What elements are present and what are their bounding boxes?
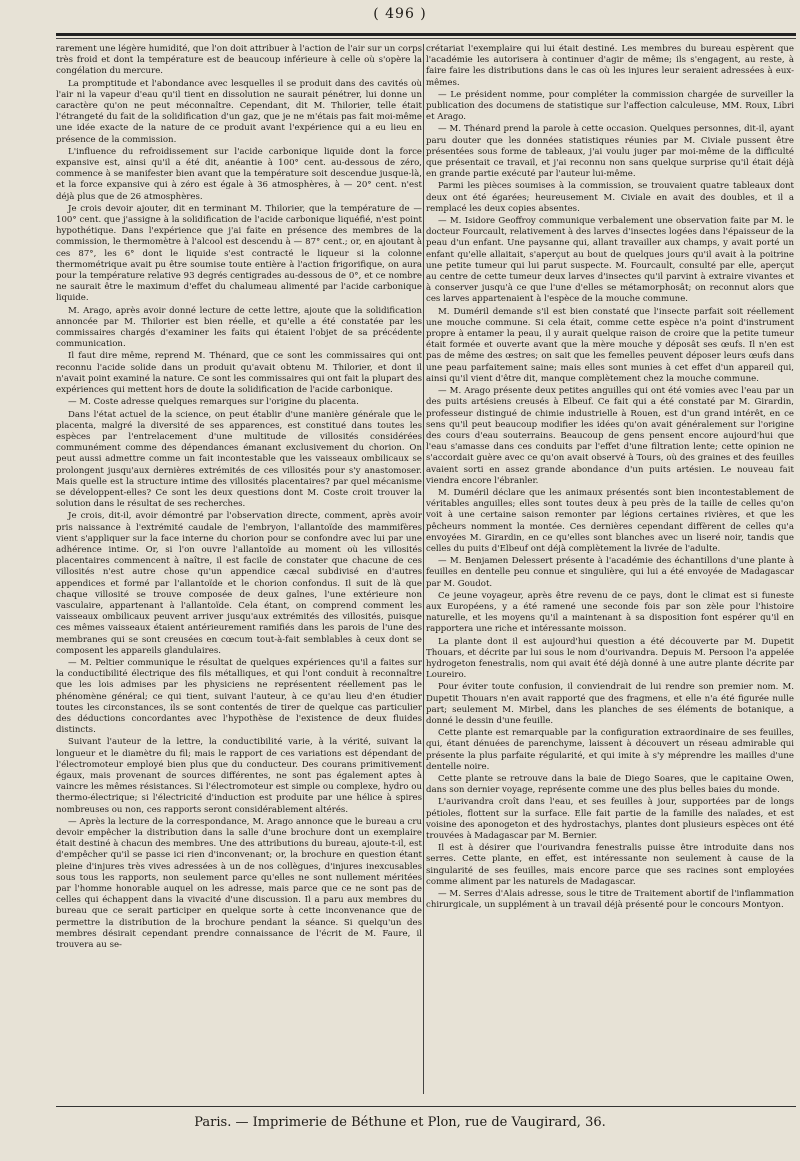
paragraph: — M. Serres d'Alais adresse, sous le titre de Traitement abortif de l'inflammation chirurgicale, un supplément à un travail déjà présenté pour le concours Montyon. (426, 889, 794, 911)
paragraph: La plante dont il est aujourd'hui question a été découverte par M. Dupetit Thouars, et décrite par lui sous le nom d'ourivandra. Depuis M. Persoon l'a appelée hydrogeton fenestralis, nom qui avait été déjà donné à une autre plante décrite par Loureiro. (426, 636, 794, 681)
paragraph: Parmi les pièces soumises à la commission, se trouvaient quatre tableaux dont deux ont été égarées; heureusement M. Civiale en avait des doubles, et il a remplacé les deux copies absentes. (426, 181, 794, 214)
paragraph: — M. Benjamen Delessert présente à l'académie des échantillons d'une plante à feuilles en dentelle peu connue et singulière, qui lui a été envoyée de Madagascar par M. Goudot. (426, 556, 794, 589)
top-rule-thin (56, 38, 796, 39)
paragraph: — M. Isidore Geoffroy communique verbalement une observation faite par M. le docteur Fourcault, relativement à des larves d'insectes logées dans l'épaisseur de la peau d'un enfant. Une paysanne qui, allant travailler aux champs, y avait porté un enfant qu'elle allaitait, s'aperçut au bout de quelques jours qu'il avait à la poitrine une petite tumeur qui lui parut suspecte. M. Fourcault, consulté par elle, aperçut au centre de cette tumeur deux larves d'insectes qu'il parvint à extraire vivantes et à conserver jusqu'à ce que l'une d'elles se métamorphosât; on reconnut alors que ces larves appartenaient à l'espèce de la mouche commune. (426, 216, 794, 305)
imprint-footer: Paris. — Imprimerie de Béthune et Plon, rue de Vaugirard, 36. (194, 1115, 606, 1130)
paragraph: — M. Coste adresse quelques remarques sur l'origine du placenta. (68, 397, 359, 408)
paragraph: Suivant l'auteur de la lettre, la conductibilité varie, à la vérité, suivant la longueur et le diamètre du fil; mais le rapport de ces variations est dépendant de l'électromoteur employé bien plus que du conducteur. Des courans primitivement égaux, mais provenant de sources différentes, ne sont pas également aptes à vaincre les mêmes résistances. Si l'électromoteur est simple ou complexe, hydro ou thermo-électrique; si l'électricité d'induction est produite par une hélice à spires nombreuses ou non, ces rapports seront considérablement altérés. (56, 737, 422, 815)
paragraph: M. Arago, après avoir donné lecture de cette lettre, ajoute que la solidification annoncée par M. Thilorier est bien réelle, et qu'elle a été constatée par les commissaires chargés d'examiner les faits qui étaient l'objet de sa précédente communication. (56, 305, 422, 350)
top-rule (56, 33, 796, 36)
paragraph: L'aurivandra croît dans l'eau, et ses feuilles à jour, supportées par de longs pétioles, flottent sur la surface. Elle fait partie de la famille des naïades, et est voisine des aponogeton et des hydrostachys, plantes dont plusieurs espèces ont été trouvées à Madagascar par M. Bernier. (426, 797, 794, 842)
left-column (56, 44, 422, 1099)
paragraph: — M. Arago présente deux petites anguilles qui ont été vomies avec l'eau par un des puits artésiens creusés à Elbeuf. Ce fait qui a été constaté par M. Girardin, professeur distingué de chimie industrielle à Rouen, est d'un grand intérêt, en ce sens qu'il peut beaucoup modifier les idées qu'on avait généralement sur l'origine des cours d'eau souterrains. Beaucoup de gens pensent encore aujourd'hui que l'eau s'amasse dans ces conduits par l'effet d'une filtration lente; cette opinion ne s'accordait guère avec ce qu'on avait observé à Tours, où des graines et des feuilles avaient sorti en assez grande abondance d'un puits artésien. Le nouveau fait viendra encore l'ébranler. (426, 386, 794, 486)
paragraph: — M. Peltier communique le résultat de quelques expériences qu'il a faites sur la conductibilité électrique des fils métalliques, et qui l'ont conduit à reconnaître que les lois admises par les physiciens ne représentent réellement pas le phénomène général; ce qui tient, suivant l'auteur, à ce qu'au lieu d'en étudier toutes les circonstances, ils se sont contentés de tirer de quelque cas particulier des déductions concordantes avec l'hypothèse de l'existence de deux fluides distincts. (56, 657, 422, 736)
paragraph: M. Duméril déclare que les animaux présentés sont bien incontestablement de véritables anguilles; elles sont toutes deux à peu près de la taille de celles qu'on voit à une certaine saison remonter par légions certaines rivières, et que les pêcheurs nomment la montée. Ces dernières cependant diffèrent de celles qu'a envoyées M. Girardin, en ce qu'elles sont blanches avec un liseré noir, tandis que celles du puits d'Elbeuf ont déjà complètement la livrée de l'adulte. (426, 487, 794, 554)
paragraph: rarement une légère humidité, que l'on doit attribuer à l'action de l'air sur un corps très froid et dont la température est de beaucoup inférieure à celle où s'opère la congélation du mercure. (56, 44, 422, 77)
column-divider (423, 44, 424, 1094)
right-column (426, 44, 794, 1099)
page-number: ( 496 ) (373, 6, 427, 22)
paragraph: L'influence du refroidissement sur l'acide carbonique liquide dont la force expansive est, ainsi qu'il a été dit, anéantie à 100° cent. au-dessous de zéro, commence à se manifester bien avant que la température soit descendue jusque-là, et la force expansive qui à zéro est égale à 36 atmosphères, à — 20° cent. n'est déjà plus que de 26 atmosphères. (56, 146, 422, 202)
paragraph: Il faut dire même, reprend M. Thénard, que ce sont les commissaires qui ont reconnu l'acide solide dans un produit qu'avait obtenu M. Thilorier, et dont il n'avait point examiné la nature. Ce sont les commissaires qui ont fait la plupart des expériences qui mettent hors de doute la solidification de l'acide carbonique. (56, 351, 422, 396)
paragraph: Il est à désirer que l'ourivandra fenestralis puisse être introduite dans nos serres. Cette plante, en effet, est intéressante non seulement à cause de la singularité de ses feuilles, mais encore parce que ses racines sont employées comme aliment par les naturels de Madagascar. (426, 843, 794, 887)
paragraph: — M. Thénard prend la parole à cette occasion. Quelques personnes, dit-il, ayant paru douter que les données statistiques réunies par M. Civiale pussent être présentées sous forme de tableaux, j'ai voulu juger par moi-même de la difficulté que présentait ce travail, et j'ai reconnu non sans quelque surprise qu'il était déjà en grande partie exécuté par l'auteur lui-même. (426, 124, 794, 180)
paragraph: Cette plante est remarquable par la configuration extraordinaire de ses feuilles, qui, étant dénuées de parenchyme, laissent à découvert un réseau admirable qui présente la plus parfaite régularité, et qui imite à s'y méprendre les mailles d'une dentelle noire. (426, 728, 794, 772)
paragraph: M. Duméril demande s'il est bien constaté que l'insecte parfait soit réellement une mouche commune. Si cela était, comme cette espèce n'a point d'instrument propre à entamer la peau, il y aurait quelque raison de croire que la petite tumeur était formée et ouverte avant que la mère mouche y déposât ses œufs. Il n'en est pas de même des œstres; on sait que les femelles peuvent déposer leurs œufs dans une peau parfaitement saine; mais elles sont munies à cet effet d'un appareil qui, ainsi qu'il vient d'être dit, manque complètement chez la mouche commune. (426, 306, 794, 384)
paragraph: — Après la lecture de la correspondance, M. Arago annonce que le bureau a cru devoir empêcher la distribution dans la salle d'une brochure dont un exemplaire était destiné à chacun des membres. Une des attributions du bureau, ajoute-t-il, est d'empêcher qu'il se passe ici rien d'inconvenant; or, la brochure en question étant pleine d'injures très vives adressées à un de nos collègues, d'injures inexcusables sous tous les rapports, non seulement parce qu'elles ne sont nullement méritées par l'homme honorable auquel on les adresse, mais parce que ce ne sont pas de celles qui échappent dans la vivacité d'une discussion. Il a paru aux membres du bureau que ce serait participer en quelque sorte à cette inconvenance que de permettre la distribution de la brochure pendant la séance. Si quelqu'un des membres désirait cependant prendre connaissance de l'écrit de M. Faure, il trouvera au se- (56, 816, 422, 951)
paragraph: — Le président nomme, pour compléter la commission chargée de surveiller la publication des documens de statistique sur l'affection calculeuse, MM. Roux, Libri et Arago. (426, 89, 794, 123)
paragraph: crétariat l'exemplaire qui lui était destiné. Les membres du bureau espèrent que l'académie les autorisera à continuer d'agir de même; ils s'engagent, au reste, à faire faire les distributions dans le cas où les injures leur seraient adressées à eux-mêmes. (426, 44, 794, 88)
paragraph: Je crois, dit-il, avoir démontré par l'observation directe, comment, après avoir pris naissance à l'extrémité caudale de l'embryon, l'allantoïde des mammifères vient s'appliquer sur la face interne du chorion pour se confondre avec lui par une adhérence intime. Or, si l'on ouvre l'allantoïde au moment où les villosités placentaires commencent à naître, il est facile de constater que chacune de ces villosités n'est autre chose qu'un appendice cæcal subdivisé en d'autres appendices et formé par l'allantoïde et le chorion confondus. Il suit de là que chaque villosité se trouve composée de deux gaînes, l'une extérieure non vasculaire, appartenant à l'allantoïde. Cela étant, on comprend comment les vaisseaux ombilicaux peuvent arriver jusqu'aux extrémités des villosités, puisque ces mêmes vaisseaux étaient antérieurement ramifiés dans les parois de l'une des membranes qui se sont creusées en cœcum tout-à-fait semblables à ceux dont se composent les appareils glandulaires. (56, 511, 422, 656)
paragraph: Cette plante se retrouve dans la baie de Diego Soares, que le capitaine Owen, dans son dernier voyage, représente comme une des plus belles baies du monde. (426, 774, 794, 796)
bottom-rule (56, 1106, 796, 1107)
paragraph: Dans l'état actuel de la science, on peut établir d'une manière générale que le placenta, malgré la diversité de ses apparences, est constitué dans toutes les espèces par l'entrelacement d'une multitude de villosités considérées communément comme des dépendances émanant exclusivement du chorion. On peut aussi admettre comme un fait incontestable que les vaisseaux ombilicaux se prolongent jusqu'aux dernières extrémités de ces villosités pour s'y anastomoser. Mais quelle est la structure intime des villosités placentaires? par quel mécanisme se développent-elles? Ce sont les deux questions dont M. Coste croit trouver la solution dans le résultat de ses recherches. (56, 409, 422, 510)
paragraph: Ce jeune voyageur, après être revenu de ce pays, dont le climat est si funeste aux Européens, y a été ramené une seconde fois par son zèle pour l'histoire naturelle, et les moyens qu'il a maintenant à sa disposition font espérer qu'il en rapportera une riche et intéressante moisson. (426, 590, 794, 635)
paragraph: Je crois devoir ajouter, dit en terminant M. Thilorier, que la température de — 100° cent. que j'assigne à la solidification de l'acide carbonique liquéfié, n'est point hypothétique. Dans l'expérience que j'ai faite en présence des membres de la commission, le thermomètre à l'alcool est descendu à — 87° cent.; or, en ajoutant à ces 87°, les 6° dont le liquide s'est contracté le liqueur si la colonne thermométrique avait pu être soumise toute entière à l'action frigorifique, on aura pour la température relative 93 degrés centigrades au-dessous de 0°, et ce nombre ne saurait être le maximum d'effet du chalumeau alimenté par l'acide carbonique liquide. (56, 203, 422, 304)
paragraph: La promptitude et l'abondance avec lesquelles il se produit dans des cavités où l'air ni la vapeur d'eau qu'il tient en dissolution ne saurait pénétrer, lui donne un caractère qu'on ne peut méconnaître. Cependant, dit M. Thilorier, telle était l'étrangeté du fait de la solidification d'un gaz, que je ne m'étais pas fait moi-même une idée exacte de la nature de ce produit avant l'expérience qui a eu lieu en présence de la commission. (56, 78, 422, 145)
paragraph: Pour éviter toute confusion, il conviendrait de lui rendre son premier nom. M. Dupetit Thouars n'en avait rapporté que des fragmens, et elle n'a été figurée nulle part; seulement M. Mirbel, dans les planches de ses éléments de botanique, a donné le dessin d'une feuille. (426, 682, 794, 726)
